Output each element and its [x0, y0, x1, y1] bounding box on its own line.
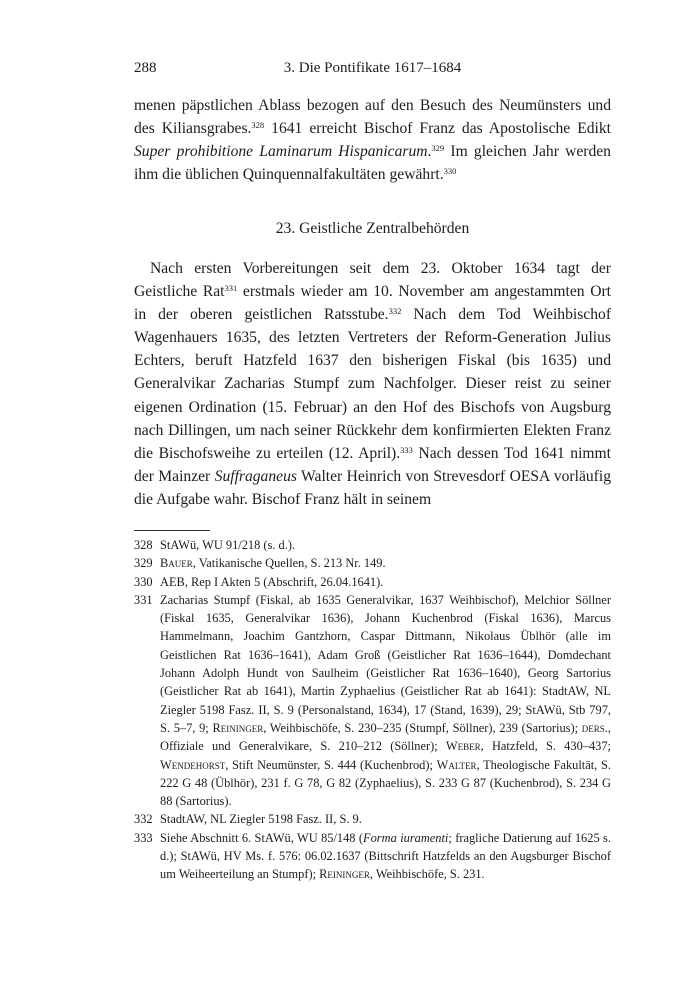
- footnote-ref-330[interactable]: 330: [443, 166, 457, 177]
- running-head: 3. Die Pontifikate 1617–1684: [283, 60, 462, 76]
- section-heading: 23. Geistliche Zentralbehörden: [275, 220, 470, 237]
- page-header: [134, 60, 611, 82]
- footnote-number: 329: [134, 556, 153, 571]
- footnote-number: 332: [134, 812, 153, 827]
- footnote-number: 333: [134, 830, 153, 845]
- footnote-number: 331: [134, 592, 153, 607]
- footnote-328: 328 StAWü, WU 91/218 (s. d.).: [134, 536, 611, 554]
- footnote-separator: [134, 530, 210, 531]
- footnote-number: 328: [134, 538, 153, 552]
- footnote-332: 332 StadtAW, NL Ziegler 5198 Fasz. II, S. 9.: [134, 810, 611, 828]
- footnote-ref-329[interactable]: 329: [431, 143, 445, 154]
- footnote-ref-328[interactable]: 328: [251, 120, 265, 131]
- footnote-ref-331[interactable]: 331: [224, 283, 238, 294]
- footnotes: [134, 536, 611, 884]
- footnote-ref-332[interactable]: 332: [388, 306, 402, 317]
- italic-title: Super prohibitione Laminarum Hispanicarum: [134, 143, 428, 161]
- footnote-ref-333[interactable]: 333: [400, 444, 413, 455]
- page-number: 288: [134, 60, 157, 76]
- footnote-333: 333 Siehe Abschnitt 6. StAWü, WU 85/148 (Forma iuramenti; fragliche Datierung auf 1625 s. d.); StAWü, HV Ms. f. 576: 06.02.1637 (Bittschrift Hatzfelds an den Augsburger Bischof um Weiheerteilung an Stumpf); Reininger, Weihbischöfe, S. 231.: [134, 830, 611, 882]
- footnote-number: 330: [134, 574, 153, 589]
- body-paragraph-1: menen päpstlichen Ablass bezogen auf den Besuch des Neumünsters und des Kiliansgrabes.$^{328}$ 1641 erreicht Bischof Franz das Apostolische Edikt Super prohibitione Laminarum Hispanicarum.$^{329}$ Im gleichen Jahr werden ihm die üblichen Quinquennalfakultäten gewährt.$^{330}$: [134, 97, 611, 184]
- footnote-331: 331 Zacharias Stumpf (Fiskal, ab 1635 Generalvikar, 1637 Weihbischof), Melchior Söllner (Fiskal 1635, Generalvikar 1636), Johann Kuchenbrod (Fiskal 1636), Marcus Hammelmann, Joachim Gantzhorn, Caspar Dittmann, Nikolaus Üblhör (alle im Geistlichen Rat 1636–1641), Adam Groß (Geistlicher Rat 1636–1644), Domdechant Johann Adolph Hundt von Saulheim (Geistlicher Rat 1636–1640), Georg Sartorius (Geistlicher Rat ab 1641), Martin Zyphaelius (Geistlicher Rat ab 1641): StadtAW, NL Ziegler 5198 Fasz. II, S. 9 (Personalstand, 1634), 17 (Stand, 1639), 29; StAWü, Stb 797, S. 5–7, 9; Reininger, Weihbischöfe, S. 230–235 (Stumpf, Söllner), 239 (Sartorius); ders., Offiziale und Generalvikare, S. 210–212 (Söllner); Weber, Hatzfeld, S. 430–437; Wendehorst, Stift Neumünster, S. 444 (Kuchenbrod); Walter, Theologische Fakultät, S. 222 G 48 (Üblhör), 231 f. G 78, G 82 (Zyphaelius), S. 233 G 87 (Kuchenbrod), S. 234 G 88 (Sartorius).: [134, 592, 611, 809]
- footnote-329: 329 Bauer, Vatikanische Quellen, S. 213 Nr. 149.: [134, 554, 611, 572]
- italic-term: Suffraganeus: [214, 467, 297, 485]
- body-paragraph-2: Nach ersten Vorbereitungen seit dem 23. Oktober 1634 tagt der Geistliche Rat$^{331}$ erstmals wieder am 10. November am angestammten Ort in der oberen geistlichen Ratsstube.$^{332}$ Nach dem Tod Weihbischof Wagenhauers 1635, des letzten Vertreters der Reform-Generation Julius Echters, beruft Hatzfeld 1637 den bisherigen Fiskal (bis 1635) und Generalvikar Zacharias Stumpf zum Nachfolger. Dieser reist zu seiner eigenen Ordination (15. Februar) an den Hof des Bischofs von Augsburg nach Dillingen, um nach seiner Rückkehr dem konfirmierten Elekten Franz die Bischofsweihe zu erteilen (12. April).$^{333}$ Nach dessen Tod 1641 nimmt der Mainzer Suffraganeus Walter Heinrich von Strevesdorf OESA vorläufig die Aufgabe wahr. Bischof Franz hält in seinem: [134, 260, 612, 508]
- footnote-330: 330 AEB, Rep I Akten 5 (Abschrift, 26.04.1641).: [134, 573, 611, 591]
